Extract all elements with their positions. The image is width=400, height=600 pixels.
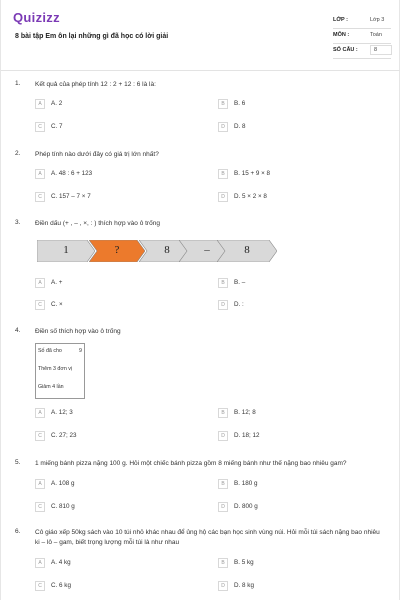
option-b[interactable] [218,169,378,179]
question-text: 1 miếng bánh pizza nặng 100 g. Hỏi một chiếc bánh pizza gồm 8 miếng bánh như thế nặng bao nhiêu gam? [35,460,347,467]
arrow-cell-text: 8 [244,244,250,256]
option-letter-box: C [35,581,45,591]
option-text: B. – [234,279,246,286]
arrow-cell-5 [217,240,277,262]
option-d[interactable] [218,502,378,512]
option-c[interactable] [35,192,195,202]
option-d[interactable] [218,300,378,310]
number-steps-box [35,343,85,399]
option-text: A. 12; 3 [51,409,73,416]
option-c[interactable] [35,502,195,512]
option-letter-box: C [35,122,45,132]
meta-key: MÔN : [333,32,350,38]
option-letter-box: C [35,192,45,202]
option-b[interactable] [218,408,378,418]
option-a[interactable] [35,558,195,568]
option-text: B. 6 [234,100,246,107]
option-a[interactable] [35,479,195,489]
option-letter-box: D [218,122,228,132]
option-letter-box: D [218,431,228,441]
question-text: Kết quả của phép tính 12 : 2 + 12 : 6 là là: [35,81,156,88]
option-c[interactable] [35,300,195,310]
arrow-cell-text: 1 [63,244,69,256]
option-text: C. 7 [51,123,63,130]
question-text: Phép tính nào dưới đây có giá trị lớn nhất? [35,151,159,158]
option-d[interactable] [218,581,378,591]
option-c[interactable] [35,122,195,132]
option-text: C. 810 g [51,503,75,510]
option-text: A. 108 g [51,480,75,487]
option-letter-box: C [35,300,45,310]
quizizz-logo: Quizizz [13,10,60,25]
option-text: C. × [51,301,63,308]
option-text: D. 8 kg [234,582,254,589]
option-letter-box: D [218,300,228,310]
option-text: B. 5 kg [234,559,254,566]
option-d[interactable] [218,192,378,202]
question-number: 4. [15,327,21,334]
option-text: D. : [234,301,244,308]
meta-value: Toán [370,32,382,38]
option-text: A. + [51,279,63,286]
meta-row-count [333,44,391,59]
option-letter-box: B [218,278,228,288]
question-text: Cô giáo xếp 50kg sách vào 10 túi nhỏ khác nhau để ủng hộ các bạn học sinh vùng núi. Hỏi mỗi túi sách nặng bao nhiêu ki – lô – gam, biết trọng lượng mỗi túi là như nhau [35,529,380,546]
arrow-cell-2-blank [89,240,145,262]
option-text: D. 800 g [234,503,258,510]
meta-row-class [333,14,391,29]
option-letter-box: A [35,479,45,489]
step-given-label: Số đã cho [38,348,62,354]
step-add-label: Thêm 3 đơn vị [38,366,73,372]
option-text: C. 157 – 7 × 7 [51,193,91,200]
option-letter-box: B [218,408,228,418]
option-b[interactable] [218,479,378,489]
step-given-value: 9 [79,348,82,354]
option-text: B. 15 + 9 × 8 [234,170,271,177]
operator-arrow-strip [37,240,277,262]
arrow-cell-text: – [204,244,210,256]
header-divider [1,70,400,71]
question-text: Điền số thích hợp vào ô trống [35,328,121,335]
option-letter-box: A [35,558,45,568]
option-letter-box: B [218,479,228,489]
meta-row-subject [333,29,391,44]
question-number: 6. [15,528,21,535]
option-letter-box: A [35,99,45,109]
option-a[interactable] [35,408,195,418]
option-a[interactable] [35,99,195,109]
question-number: 5. [15,459,21,466]
option-d[interactable] [218,431,378,441]
meta-key: SỐ CÂU : [333,47,358,53]
option-text: D. 8 [234,123,246,130]
option-b[interactable] [218,99,378,109]
option-letter-box: D [218,581,228,591]
option-c[interactable] [35,581,195,591]
option-letter-box: A [35,169,45,179]
arrow-cell-text: 8 [164,244,170,256]
question-text: Điền dấu (+ , – , ×, : ) thích hợp vào ô trống [35,220,160,227]
question-number: 3. [15,219,21,226]
meta-value: 8 [370,45,392,55]
option-text: B. 12; 8 [234,409,256,416]
option-letter-box: A [35,408,45,418]
option-letter-box: D [218,502,228,512]
option-letter-box: C [35,502,45,512]
option-text: D. 5 × 2 × 8 [234,193,267,200]
question-number: 2. [15,150,21,157]
option-text: A. 48 : 6 + 123 [51,170,93,177]
worksheet-title: 8 bài tập Em ôn lại những gì đã học có lời giải [15,33,169,40]
option-letter-box: C [35,431,45,441]
step-divide-label: Giảm 4 lần [38,384,64,390]
meta-key: LỚP : [333,17,348,23]
option-b[interactable] [218,278,378,288]
option-a[interactable] [35,278,195,288]
option-letter-box: D [218,192,228,202]
meta-value: Lớp 3 [370,17,385,23]
option-text: C. 27; 23 [51,432,77,439]
option-text: B. 180 g [234,480,258,487]
option-letter-box: B [218,558,228,568]
option-letter-box: B [218,169,228,179]
option-b[interactable] [218,558,378,568]
arrow-cell-1 [37,240,95,262]
worksheet-meta [333,14,391,59]
option-a[interactable] [35,169,195,179]
option-d[interactable] [218,122,378,132]
option-text: A. 4 kg [51,559,71,566]
option-letter-box: A [35,278,45,288]
option-text: C. 6 kg [51,582,71,589]
option-text: A. 2 [51,100,63,107]
option-letter-box: B [218,99,228,109]
option-c[interactable] [35,431,195,441]
option-text: D. 18; 12 [234,432,260,439]
arrow-cell-text: ? [114,244,120,256]
question-number: 1. [15,80,21,87]
